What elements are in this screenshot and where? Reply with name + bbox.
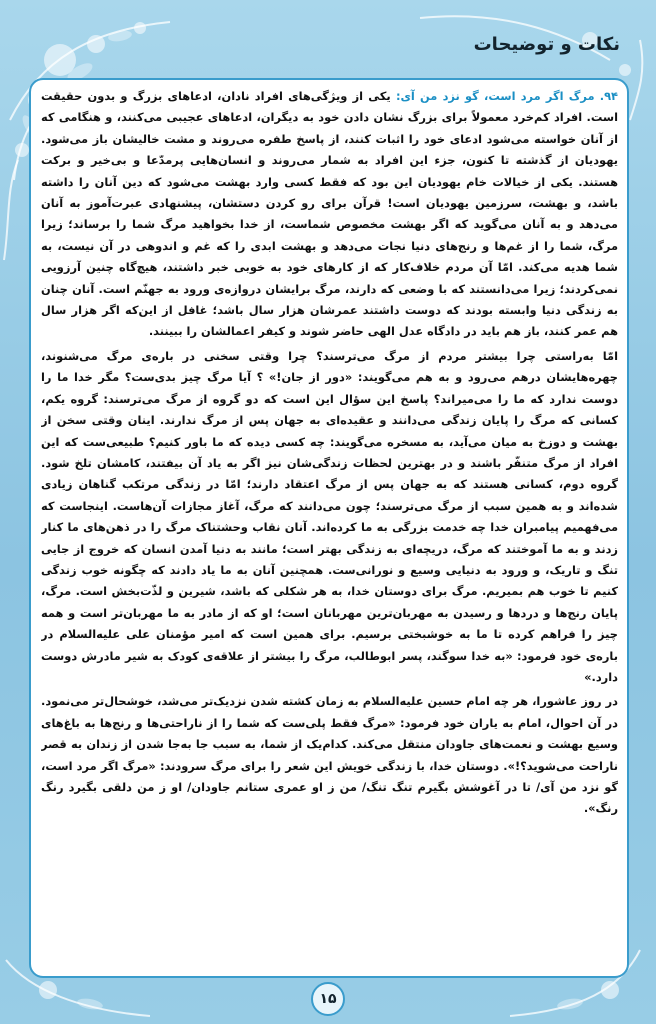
page-number-badge: ۱۵ xyxy=(311,982,345,1016)
article-body xyxy=(41,86,618,968)
paragraph-3: در روز عاشورا، هر چه امام حسین علیه‌السلام به زمان کشته شدن نزدیک‌تر می‌شد، خوشحال‌تر می‌نمود. در آن احوال، امام به یاران خود فرمود: «مرگ فقط پلی‌ست که شما را از ناراحتی‌ها و رنج‌ها به باغ‌های وسیع بهشت و نعمت‌های جاودان منتقل می‌کند. کدام‌یک از شما، به سبب جا به‌جا شدن از زندان به قصر ناراحت می‌شوید؟!». دوستان خدا، با زندگی خویش این شعر را برای مرگ سرودند: «مرگ اگر مرد است، گو نزد من آی/ تا در آغوشش بگیرم تنگ تنگ/ من ز او عمری ستانم جاودان/ او ز من دلقی بگیرد رنگ رنگ». xyxy=(41,694,618,816)
article-heading: ۹۴. مرگ اگر مرد است، گو نزد من آی: xyxy=(395,89,618,103)
paragraph-1 xyxy=(41,86,618,343)
page-header-title: نکات و توضیحات xyxy=(473,34,620,55)
paragraph-2: امّا به‌راستی چرا بیشتر مردم از مرگ می‌ترسند؟ چرا وقتی سخنی در باره‌ی مرگ می‌شنوند، چهره‌هایشان درهم می‌رود و به هم می‌گویند: «دور از جان!» ؟ آیا مرگ چیز بدی‌ست؟ مگر خدا ما را دوست ندارد که ما را می‌میراند؟ پاسخ این سؤال این است که دو گروه از مرگ می‌ترسند: گروه یکم، کسانی که مرگ را پایان زندگی می‌دانند و عقیده‌ای به جهان پس از مرگ ندارند. اینان وقتی سخن از بهشت و دوزخ به میان می‌آید، به مسخره می‌گویند: چه کسی دیده که ما باور کنیم؟ طبیعی‌ست که این افراد از مرگ متنفّر باشند و در بهترین لحظات زندگی‌شان نیز اگر به یاد آن بیفتند، کامشان تلخ شود. گروه دوم، کسانی هستند که به جهان پس از مرگ اعتقاد دارند؛ امّا در زندگی مرتکب گناهان زیادی شده‌اند و به همین سبب از مرگ می‌ترسند؛ چون می‌دانند که مرگ، آغاز مجازات آن‌هاست. اینجاست که می‌فهمیم پیامبران خدا چه خدمت بزرگی به ما کرده‌اند. آنان نقاب وحشتناک مرگ را در ذهن‌های ما کنار زدند و به ما آموختند که مرگ، دریچه‌ای به زندگی بهتر است؛ مانند به دنیا آمدن انسان که خروج از جایی تنگ و تاریک، و ورود به دنیایی وسیع و نورانی‌ست. همچنین آنان به ما یاد دادند که چگونه خوب زندگی کنیم تا خوب هم بمیریم. مرگ برای دوستان خدا، به هر شکلی که باشد، شیرین و لذّت‌بخش است. مرگ، پایان رنج‌ها و دردها و رسیدن به مهربان‌ترین مهربانان است؛ او که از مادر به ما مهربان‌تر است و همه چیز را فراهم کرده تا ما به خوشبختی برسیم. برای همین است که امیر مؤمنان علی علیه‌السلام در باره‌ی خود فرمود: «به خدا سوگند، پسر ابوطالب، مرگ را بیشتر از علاقه‌ی کودک به شیر مادرش دوست دارد.» xyxy=(41,348,618,684)
paragraph-1-text: یکی از ویژگی‌های افراد نادان، ادعاهای بزرگ و بدون حقیقت است. افراد کم‌خرد معمولاً برای بزرگ نشان دادن خود به دیگران، ادعاهای عجیبی می‌کنند، و هنگامی که از آنان خواسته می‌شود ادعای خود را اثبات کنند، از پاسخ طفره می‌روند و مشت خالیشان باز می‌شود. یهودیان از گذشته تا کنون، جزء این افراد به شمار می‌روند و انسان‌هایی پرمدّعا و بی‌خیر و برکت هستند. یکی از خیالات خام یهودیان این بود که فقط کسی وارد بهشت می‌شود که دین آنان را داشته باشد، و بهشت، سرزمین یهودیان است! قرآن برای رو کردن دستشان، پیشنهادی عبرت‌آموز به آنان می‌دهد و به آنان می‌گوید که اگر بهشت مخصوص شماست، از خدا بخواهید مرگ شما را برساند؛ زیرا مرگ، شما را از غم‌ها و رنج‌های دنیا نجات می‌دهد و بهشت ابدی را که غم و اندوهی در آن نیست، به شما هدیه می‌کند. امّا آن مردم خلاف‌کار که از کارهای خود به خوبی خبر داشتند، هیچ‌گاه چنین آرزویی نمی‌کردند؛ زیرا می‌دانستند که با وضعی که دارند، مرگ برایشان دروازه‌ی ورود به جهنّم است. آنان چنان به زندگی دنیا وابسته بودند که دوست داشتند عمرشان هزار سال باشد؛ غافل از این‌که اگر هزار سال هم عمر کنند، باز هم باید در دادگاه عدل الهی حاضر شوند و کیفر اعمالشان را ببینند. xyxy=(41,89,618,339)
